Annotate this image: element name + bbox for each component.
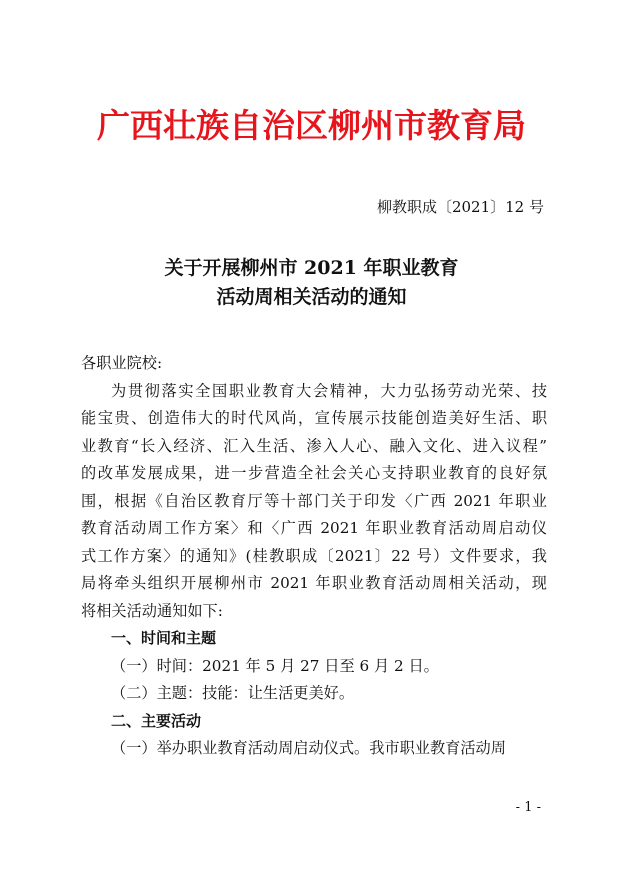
paragraph-line: 教育活动周工作方案〉和〈广西 2021 年职业教育活动周启动仪 <box>81 519 547 537</box>
paragraph-line: 局将牵头组织开展柳州市 2021 年职业教育活动周相关活动，现 <box>81 574 547 592</box>
section-heading-1: 一、时间和主题 <box>111 629 217 647</box>
document-number: 柳教职成〔2021〕12 号 <box>376 198 544 216</box>
page-number: - 1 - <box>515 800 541 815</box>
title-line: 活动周相关活动的通知 <box>216 286 407 308</box>
salutation: 各职业院校: <box>81 354 163 372</box>
paragraph-line: 式工作方案〉的通知》(桂教职成〔2021〕22 号）文件要求，我 <box>81 546 547 565</box>
section-item: （一）时间：2021 年 5 月 27 日至 6 月 2 日。 <box>111 656 439 675</box>
paragraph-line: 能宝贵、创造伟大的时代风尚，宣传展示技能创造美好生活、职 <box>81 409 547 427</box>
section-item: （二）主题：技能：让生活更美好。 <box>111 684 354 702</box>
paragraph-line: 为贯彻落实全国职业教育大会精神，大力弘扬劳动光荣、技 <box>111 381 547 400</box>
section-item: （一）举办职业教育活动周启动仪式。我市职业教育活动周 <box>111 739 506 757</box>
document-body <box>81 350 547 763</box>
paragraph-line: 业教育“长入经济、汇入生活、渗入人心、融入文化、进入议程” <box>81 436 547 455</box>
paragraph-line: 将相关活动通知如下: <box>81 601 223 620</box>
document-title <box>0 254 623 312</box>
paragraph-line: 的改革发展成果，进一步营造全社会关心支持职业教育的良好氛 <box>81 464 547 482</box>
paragraph-line: 围，根据《自治区教育厅等十部门关于印发〈广西 2021 年职业 <box>81 491 547 510</box>
issuer-header: 广西壮族自治区柳州市教育局 <box>97 106 526 145</box>
section-heading-2: 二、主要活动 <box>111 711 202 730</box>
title-line: 关于开展柳州市 2021 年职业教育 <box>164 257 459 279</box>
